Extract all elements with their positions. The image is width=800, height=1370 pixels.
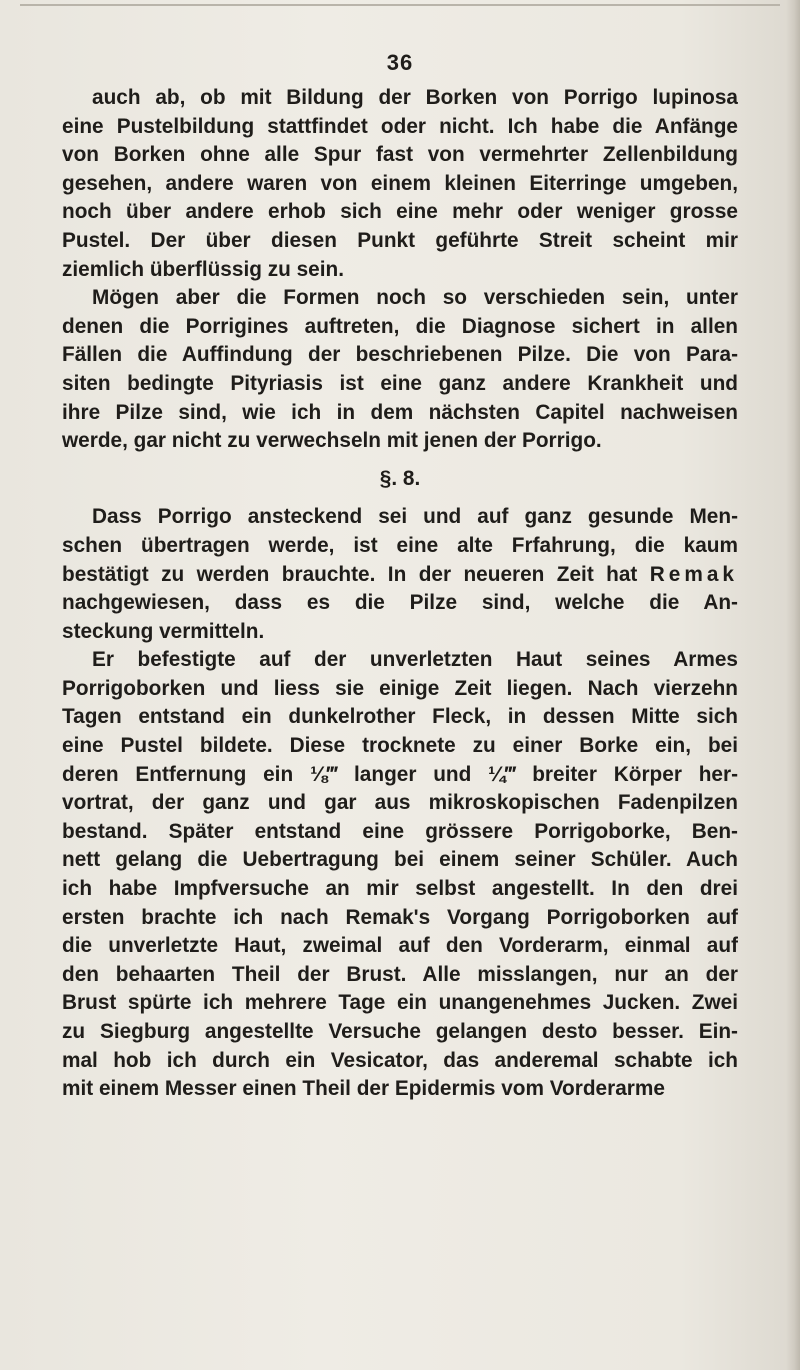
text-line: noch über andere erhob sich eine mehr oder weniger grosse [62,200,738,224]
text-line: schen übertragen werde, ist eine alte Frfahrung, die kaum [62,533,738,557]
body-text [62,84,738,1104]
text-line: mal hob ich durch ein Vesicator, das anderemal schabte ich [62,1048,738,1072]
text-line: Brust spürte ich mehrere Tage ein unangenehmes Jucken. Zwei [62,991,738,1015]
text-line: steckung vermitteln. [62,619,265,643]
spaced-name: Remak [649,562,738,586]
page-number: 36 [386,50,414,75]
text-line: bestand. Später entstand eine grössere Porrigoborke, Ben- [62,819,738,843]
text-line: auch ab, ob mit Bildung der Borken von Porrigo lupinosa [92,86,738,109]
text-line: gesehen, andere waren von einem kleinen Eiterringe umgeben, [62,171,738,195]
text-line: Dass Porrigo ansteckend sei und auf ganz gesunde Men- [92,505,738,529]
text-line: Fällen die Auffindung der beschriebenen Pilze. Die von Para- [62,343,738,367]
text-line: Porrigoborken und liess sie einige Zeit liegen. Nach vierzehn [62,676,738,700]
text-line: Er befestigte auf der unverletzten Haut seines Armes [92,648,738,672]
text-line: werde, gar nicht zu verwechseln mit jenen der Porrigo. [62,429,602,453]
text-line: von Borken ohne alle Spur fast von vermehrter Zellenbildung [62,143,738,167]
text-line: den behaarten Theil der Brust. Alle misslangen, nur an der [62,962,738,986]
text-line: die unverletzte Haut, zweimal auf den Vorderarm, einmal auf [62,934,738,958]
text-line: mit einem Messer einen Theil der Epidermis vom Vorderarme [62,1077,665,1101]
paragraph-3 [62,503,738,646]
text-line: siten bedingte Pityriasis ist eine ganz andere Krankheit und [62,371,738,395]
page-edge-shadow [786,0,800,1370]
top-rule [20,4,780,6]
text-line: eine Pustelbildung stattfindet oder nicht. Ich habe die Anfänge [62,114,738,138]
text-line: Tagen entstand ein dunkelrother Fleck, in dessen Mitte sich [62,705,738,729]
paragraph-4 [62,646,738,1104]
text-line: ziemlich überflüssig zu sein. [62,257,344,281]
text-line: denen die Porrigines auftreten, die Diagnose sichert in allen [62,314,738,338]
text-line: vortrat, der ganz und gar aus mikroskopischen Fadenpilzen [62,791,738,815]
text-line: deren Entfernung ein ⅛‴ langer und ¼‴ breiter Körper her- [62,762,738,786]
text-line: nett gelang die Uebertragung bei einem seiner Schüler. Auch [62,848,738,872]
text-line: bestätigt zu werden brauchte. In der neueren Zeit hat Remak [62,562,738,586]
text-line: ich habe Impfversuche an mir selbst angestellt. In den drei [62,877,738,901]
text-line: nachgewiesen, dass es die Pilze sind, welche die An- [62,591,738,615]
text-line: Pustel. Der über diesen Punkt geführte Streit scheint mir [62,228,738,252]
section-heading: §. 8. [379,466,421,490]
paragraph-1 [62,84,738,284]
text-line: ihre Pilze sind, wie ich in dem nächsten Capitel nachweisen [62,400,738,424]
text-line: ersten brachte ich nach Remak's Vorgang Porrigoborken auf [62,905,738,929]
text-line: zu Siegburg angestellte Versuche gelangen desto besser. Ein- [62,1020,738,1043]
text-line: eine Pustel bildete. Diese trocknete zu einer Borke ein, bei [62,734,738,758]
text-line: Mögen aber die Formen noch so verschieden sein, unter [92,286,738,310]
paragraph-2 [62,284,738,456]
